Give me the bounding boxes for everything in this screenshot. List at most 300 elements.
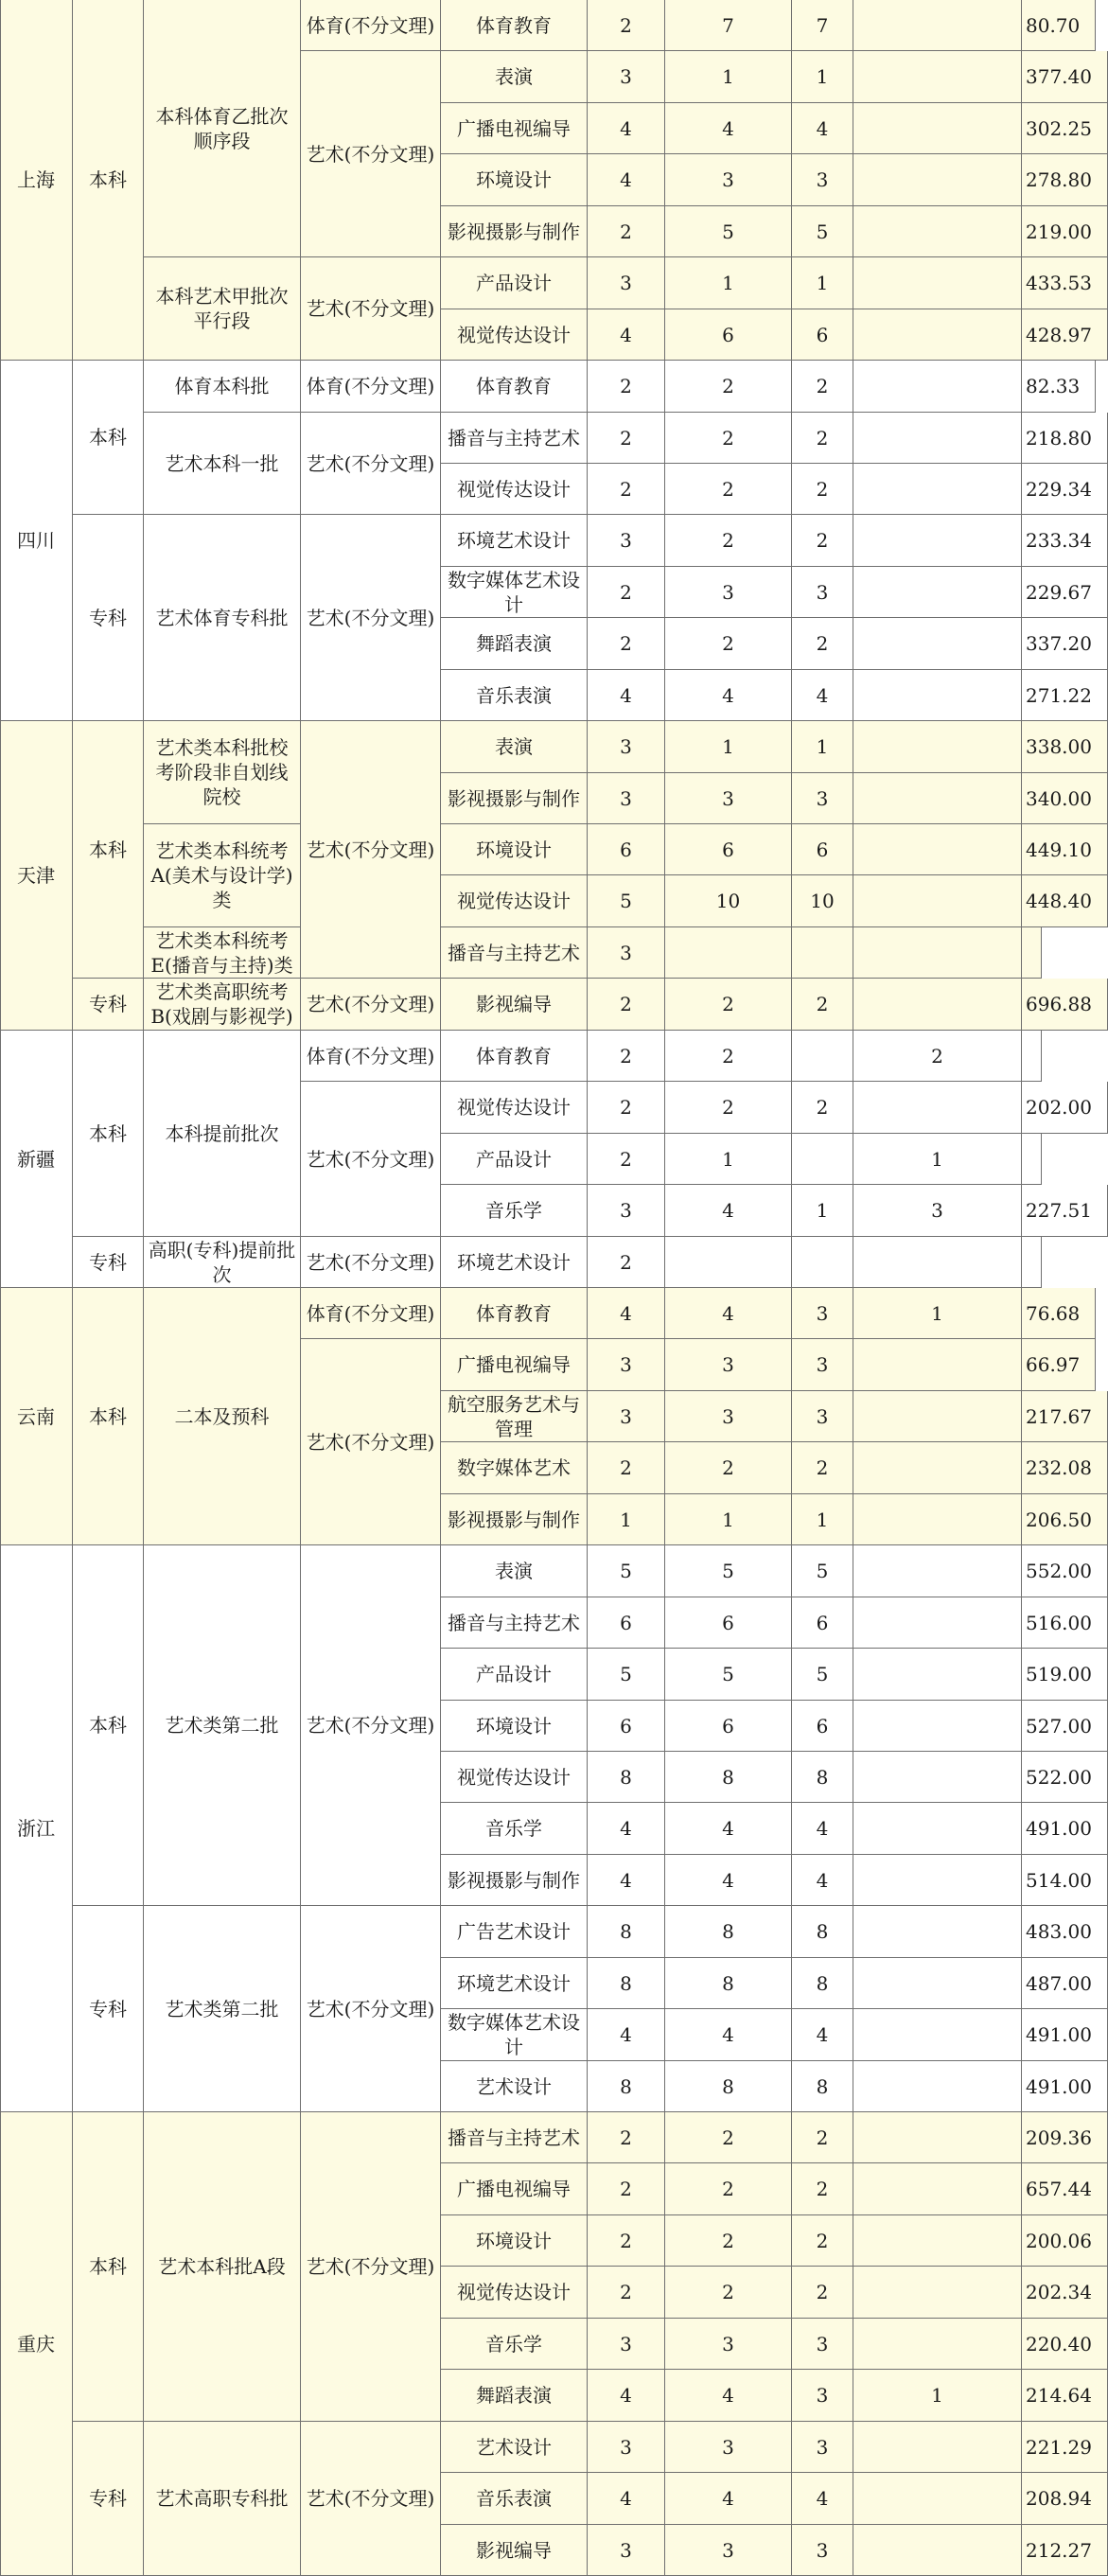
category-cell: 艺术(不分文理) [301,257,441,361]
min-score-cell: 696.88 [1022,979,1108,1031]
count-a-cell: 4 [792,670,853,721]
plan-count-cell: 3 [588,1391,665,1442]
enroll-count-cell: 7 [665,0,792,51]
enroll-count-cell: 2 [665,361,792,413]
plan-count-cell: 2 [588,1442,665,1494]
batch-cell: 艺术类高职统考B(戏剧与影视学) [144,979,301,1031]
count-a-cell: 2 [792,464,853,515]
plan-count-cell: 2 [588,1134,665,1185]
count-b-cell [853,2163,1022,2215]
count-b-cell: 1 [853,1288,1022,1339]
count-b-cell [853,1442,1022,1494]
category-cell: 艺术(不分文理) [301,515,441,721]
count-a-cell: 8 [792,1906,853,1958]
min-score-cell: 340.00 [1022,773,1108,824]
min-score-cell: 200.06 [1022,2215,1108,2267]
count-a-cell: 3 [792,2319,853,2370]
major-cell: 影视摄影与制作 [441,1855,588,1906]
category-cell: 艺术(不分文理) [301,979,441,1031]
batch-cell: 本科艺术甲批次平行段 [144,257,301,361]
level-cell: 本科 [73,721,144,979]
count-a-cell: 8 [792,2061,853,2112]
plan-count-cell: 4 [588,670,665,721]
min-score-cell: 491.00 [1022,2061,1108,2112]
enroll-count-cell: 1 [665,257,792,309]
count-b-cell [853,103,1022,154]
count-a-cell: 3 [792,1339,853,1391]
province-cell: 云南 [0,1288,73,1545]
enroll-count-cell: 3 [665,154,792,206]
min-score-cell: 202.34 [1022,2267,1108,2319]
count-a-cell: 3 [792,2370,853,2422]
major-cell: 广播电视编导 [441,103,588,154]
plan-count-cell: 4 [588,103,665,154]
count-a-cell [792,1031,853,1082]
count-a-cell: 4 [792,103,853,154]
min-score-cell: 491.00 [1022,2009,1108,2061]
major-cell: 舞蹈表演 [441,618,588,670]
min-score-cell: 428.97 [1022,309,1108,361]
min-score-cell [1022,1134,1042,1185]
major-cell: 环境设计 [441,1701,588,1752]
count-b-cell [853,1803,1022,1855]
count-b-cell [853,2215,1022,2267]
plan-count-cell: 3 [588,721,665,773]
count-b-cell [853,1597,1022,1649]
min-score-cell [1022,927,1042,979]
plan-count-cell: 3 [588,773,665,824]
min-score-cell: 80.70 [1022,0,1096,51]
count-a-cell: 3 [792,2422,853,2473]
min-score-cell: 483.00 [1022,1906,1108,1958]
level-cell: 专科 [73,515,144,721]
count-a-cell: 2 [792,515,853,567]
count-b-cell [853,618,1022,670]
count-a-cell: 1 [792,257,853,309]
enroll-count-cell: 4 [665,1185,792,1237]
count-b-cell [853,2319,1022,2370]
plan-count-cell: 3 [588,515,665,567]
province-cell: 天津 [0,721,73,1031]
count-b-cell [853,824,1022,875]
count-a-cell: 3 [792,567,853,618]
enroll-count-cell: 1 [665,721,792,773]
major-cell: 视觉传达设计 [441,309,588,361]
count-b-cell [853,2009,1022,2061]
min-score-cell: 209.36 [1022,2112,1108,2163]
count-a-cell: 2 [792,2112,853,2163]
count-b-cell [853,721,1022,773]
count-a-cell: 5 [792,1649,853,1701]
count-a-cell: 1 [792,1494,853,1545]
batch-cell: 艺术类本科批校考阶段非自划线院校 [144,721,301,824]
enroll-count-cell: 2 [665,979,792,1031]
enroll-count-cell: 2 [665,464,792,515]
major-cell: 数字媒体艺术设计 [441,2009,588,2061]
major-cell: 表演 [441,721,588,773]
level-cell: 本科 [73,0,144,361]
plan-count-cell: 2 [588,2112,665,2163]
major-cell: 环境艺术设计 [441,1958,588,2009]
count-b-cell [853,1391,1022,1442]
count-b-cell [853,1494,1022,1545]
major-cell: 体育教育 [441,0,588,51]
enroll-count-cell: 2 [665,2112,792,2163]
count-b-cell [853,2061,1022,2112]
plan-count-cell: 1 [588,1494,665,1545]
plan-count-cell: 5 [588,875,665,927]
count-a-cell: 10 [792,875,853,927]
batch-cell: 高职(专科)提前批次 [144,1237,301,1288]
major-cell: 体育教育 [441,361,588,413]
min-score-cell [1022,1237,1042,1288]
major-cell: 音乐表演 [441,2473,588,2525]
min-score-cell: 229.67 [1022,567,1108,618]
major-cell: 影视摄影与制作 [441,773,588,824]
level-cell: 本科 [73,1545,144,1906]
count-a-cell: 2 [792,979,853,1031]
min-score-cell: 271.22 [1022,670,1108,721]
major-cell: 体育教育 [441,1288,588,1339]
enroll-count-cell: 4 [665,2009,792,2061]
enroll-count-cell: 5 [665,1545,792,1597]
province-cell: 浙江 [0,1545,73,2112]
enroll-count-cell: 1 [665,1134,792,1185]
major-cell: 环境设计 [441,2215,588,2267]
plan-count-cell: 3 [588,2422,665,2473]
major-cell: 音乐学 [441,1803,588,1855]
min-score-cell: 232.08 [1022,1442,1108,1494]
major-cell: 播音与主持艺术 [441,2112,588,2163]
plan-count-cell: 3 [588,51,665,103]
min-score-cell: 212.27 [1022,2525,1108,2576]
plan-count-cell: 2 [588,618,665,670]
batch-cell: 艺术本科一批 [144,413,301,515]
level-cell: 专科 [73,1237,144,1288]
count-b-cell [853,257,1022,309]
plan-count-cell: 8 [588,1958,665,2009]
count-a-cell: 2 [792,413,853,464]
min-score-cell: 552.00 [1022,1545,1108,1597]
min-score-cell: 220.40 [1022,2319,1108,2370]
enroll-count-cell: 6 [665,309,792,361]
level-cell: 本科 [73,1288,144,1545]
min-score-cell: 433.53 [1022,257,1108,309]
batch-cell: 艺术本科批A段 [144,2112,301,2422]
count-b-cell [853,1855,1022,1906]
level-cell: 本科 [73,1031,144,1237]
major-cell: 视觉传达设计 [441,875,588,927]
plan-count-cell: 4 [588,2370,665,2422]
min-score-cell: 491.00 [1022,1803,1108,1855]
count-b-cell [853,773,1022,824]
count-a-cell: 5 [792,1545,853,1597]
enroll-count-cell [665,927,792,979]
count-a-cell: 2 [792,1442,853,1494]
category-cell: 艺术(不分文理) [301,1339,441,1545]
plan-count-cell: 2 [588,1082,665,1134]
major-cell: 广播电视编导 [441,1339,588,1391]
category-cell: 艺术(不分文理) [301,2112,441,2422]
plan-count-cell: 4 [588,154,665,206]
major-cell: 播音与主持艺术 [441,927,588,979]
count-a-cell [792,1134,853,1185]
min-score-cell: 514.00 [1022,1855,1108,1906]
enroll-count-cell: 2 [665,1031,792,1082]
count-a-cell: 8 [792,1958,853,2009]
province-cell: 重庆 [0,2112,73,2576]
count-a-cell: 2 [792,2267,853,2319]
major-cell: 视觉传达设计 [441,464,588,515]
count-a-cell: 6 [792,1597,853,1649]
batch-cell: 艺术体育专科批 [144,515,301,721]
plan-count-cell: 2 [588,567,665,618]
plan-count-cell: 8 [588,1906,665,1958]
count-b-cell [853,206,1022,257]
category-cell: 体育(不分文理) [301,361,441,413]
count-b-cell [853,1545,1022,1597]
count-b-cell [853,1906,1022,1958]
count-b-cell [853,2473,1022,2525]
plan-count-cell: 4 [588,1855,665,1906]
plan-count-cell: 5 [588,1649,665,1701]
major-cell: 数字媒体艺术 [441,1442,588,1494]
level-cell: 专科 [73,979,144,1031]
min-score-cell: 487.00 [1022,1958,1108,2009]
count-b-cell [853,2112,1022,2163]
plan-count-cell: 2 [588,2215,665,2267]
count-a-cell: 2 [792,618,853,670]
major-cell: 播音与主持艺术 [441,1597,588,1649]
category-cell: 艺术(不分文理) [301,51,441,257]
count-b-cell [853,464,1022,515]
min-score-cell: 519.00 [1022,1649,1108,1701]
plan-count-cell: 2 [588,1031,665,1082]
major-cell: 音乐学 [441,1185,588,1237]
major-cell: 广播电视编导 [441,2163,588,2215]
enroll-count-cell: 2 [665,515,792,567]
category-cell: 艺术(不分文理) [301,1545,441,1906]
category-cell: 艺术(不分文理) [301,1237,441,1288]
plan-count-cell: 3 [588,1185,665,1237]
min-score-cell: 278.80 [1022,154,1108,206]
plan-count-cell: 5 [588,1545,665,1597]
major-cell: 音乐表演 [441,670,588,721]
count-a-cell: 2 [792,2215,853,2267]
plan-count-cell: 3 [588,1339,665,1391]
enroll-count-cell: 6 [665,824,792,875]
enroll-count-cell: 4 [665,670,792,721]
min-score-cell: 202.00 [1022,1082,1108,1134]
enroll-count-cell: 4 [665,1288,792,1339]
count-a-cell: 6 [792,309,853,361]
count-b-cell [853,1082,1022,1134]
count-b-cell [853,2422,1022,2473]
plan-count-cell: 2 [588,206,665,257]
plan-count-cell: 6 [588,824,665,875]
enroll-count-cell: 4 [665,1855,792,1906]
major-cell: 环境艺术设计 [441,1237,588,1288]
major-cell: 环境设计 [441,154,588,206]
min-score-cell: 516.00 [1022,1597,1108,1649]
category-cell: 艺术(不分文理) [301,2422,441,2576]
enroll-count-cell: 8 [665,1752,792,1803]
min-score-cell: 302.25 [1022,103,1108,154]
category-cell: 艺术(不分文理) [301,721,441,979]
enroll-count-cell: 2 [665,1442,792,1494]
count-a-cell: 4 [792,1803,853,1855]
min-score-cell: 337.20 [1022,618,1108,670]
major-cell: 影视摄影与制作 [441,1494,588,1545]
min-score-cell: 221.29 [1022,2422,1108,2473]
enroll-count-cell: 6 [665,1701,792,1752]
plan-count-cell: 3 [588,2525,665,2576]
min-score-cell: 82.33 [1022,361,1096,413]
enroll-count-cell: 8 [665,1906,792,1958]
plan-count-cell: 8 [588,2061,665,2112]
level-cell: 专科 [73,2422,144,2576]
count-b-cell [853,1339,1022,1391]
count-b-cell [853,1701,1022,1752]
count-b-cell [853,413,1022,464]
enroll-count-cell [665,1237,792,1288]
enroll-count-cell: 3 [665,567,792,618]
batch-cell: 艺术类第二批 [144,1545,301,1906]
count-a-cell: 3 [792,2525,853,2576]
plan-count-cell: 6 [588,1597,665,1649]
count-b-cell [853,361,1022,413]
count-a-cell: 6 [792,824,853,875]
major-cell: 视觉传达设计 [441,1082,588,1134]
min-score-cell: 66.97 [1022,1339,1096,1391]
plan-count-cell: 4 [588,1803,665,1855]
count-b-cell [853,51,1022,103]
enroll-count-cell: 3 [665,2422,792,2473]
plan-count-cell: 3 [588,2319,665,2370]
count-a-cell: 4 [792,2009,853,2061]
plan-count-cell: 4 [588,309,665,361]
enroll-count-cell: 1 [665,1494,792,1545]
count-b-cell [853,670,1022,721]
count-a-cell [792,1237,853,1288]
count-a-cell: 1 [792,1185,853,1237]
count-b-cell [853,154,1022,206]
plan-count-cell: 4 [588,2473,665,2525]
count-a-cell: 3 [792,1391,853,1442]
count-a-cell: 6 [792,1701,853,1752]
major-cell: 舞蹈表演 [441,2370,588,2422]
plan-count-cell: 6 [588,1701,665,1752]
min-score-cell: 229.34 [1022,464,1108,515]
category-cell: 艺术(不分文理) [301,1906,441,2112]
major-cell: 艺术设计 [441,2061,588,2112]
min-score-cell: 219.00 [1022,206,1108,257]
major-cell: 视觉传达设计 [441,2267,588,2319]
enroll-count-cell: 3 [665,1391,792,1442]
major-cell: 环境设计 [441,824,588,875]
plan-count-cell: 8 [588,1752,665,1803]
major-cell: 表演 [441,1545,588,1597]
batch-cell: 艺术类第二批 [144,1906,301,2112]
count-b-cell [853,1958,1022,2009]
count-a-cell: 1 [792,51,853,103]
count-b-cell: 2 [853,1031,1022,1082]
count-b-cell: 1 [853,2370,1022,2422]
category-cell: 艺术(不分文理) [301,413,441,515]
count-b-cell [853,1649,1022,1701]
count-b-cell [853,1752,1022,1803]
batch-cell: 艺术类本科统考A(美术与设计学)类 [144,824,301,927]
enroll-count-cell: 6 [665,1597,792,1649]
major-cell: 产品设计 [441,257,588,309]
major-cell: 表演 [441,51,588,103]
count-b-cell [853,567,1022,618]
count-a-cell: 7 [792,0,853,51]
plan-count-cell: 3 [588,257,665,309]
enroll-count-cell: 1 [665,51,792,103]
count-b-cell [853,515,1022,567]
plan-count-cell: 4 [588,2009,665,2061]
plan-count-cell: 2 [588,2163,665,2215]
level-cell: 本科 [73,2112,144,2422]
major-cell: 艺术设计 [441,2422,588,2473]
min-score-cell: 377.40 [1022,51,1108,103]
major-cell: 环境艺术设计 [441,515,588,567]
enroll-count-cell: 5 [665,1649,792,1701]
count-a-cell: 4 [792,1855,853,1906]
enroll-count-cell: 2 [665,2267,792,2319]
enroll-count-cell: 2 [665,618,792,670]
count-b-cell [853,2525,1022,2576]
category-cell: 体育(不分文理) [301,1031,441,1082]
batch-cell: 二本及预科 [144,1288,301,1545]
major-cell: 音乐学 [441,2319,588,2370]
major-cell: 视觉传达设计 [441,1752,588,1803]
min-score-cell: 227.51 [1022,1185,1108,1237]
category-cell: 体育(不分文理) [301,1288,441,1339]
min-score-cell: 657.44 [1022,2163,1108,2215]
enroll-count-cell: 2 [665,1082,792,1134]
level-cell: 专科 [73,1906,144,2112]
count-a-cell: 2 [792,1082,853,1134]
batch-cell: 艺术高职专科批 [144,2422,301,2576]
min-score-cell: 218.80 [1022,413,1108,464]
min-score-cell: 338.00 [1022,721,1108,773]
major-cell: 数字媒体艺术设计 [441,567,588,618]
count-b-cell [853,875,1022,927]
major-cell: 广告艺术设计 [441,1906,588,1958]
enroll-count-cell: 8 [665,1958,792,2009]
enroll-count-cell: 3 [665,2319,792,2370]
enroll-count-cell: 4 [665,2370,792,2422]
batch-cell: 体育本科批 [144,361,301,413]
min-score-cell: 214.64 [1022,2370,1108,2422]
batch-cell: 本科提前批次 [144,1031,301,1237]
enroll-count-cell: 2 [665,413,792,464]
count-a-cell: 8 [792,1752,853,1803]
plan-count-cell: 2 [588,1237,665,1288]
count-b-cell [853,979,1022,1031]
plan-count-cell: 4 [588,1288,665,1339]
major-cell: 体育教育 [441,1031,588,1082]
province-cell: 上海 [0,0,73,361]
min-score-cell: 76.68 [1022,1288,1096,1339]
major-cell: 产品设计 [441,1134,588,1185]
major-cell: 航空服务艺术与管理 [441,1391,588,1442]
count-a-cell: 5 [792,206,853,257]
count-a-cell: 2 [792,361,853,413]
major-cell: 影视编导 [441,2525,588,2576]
